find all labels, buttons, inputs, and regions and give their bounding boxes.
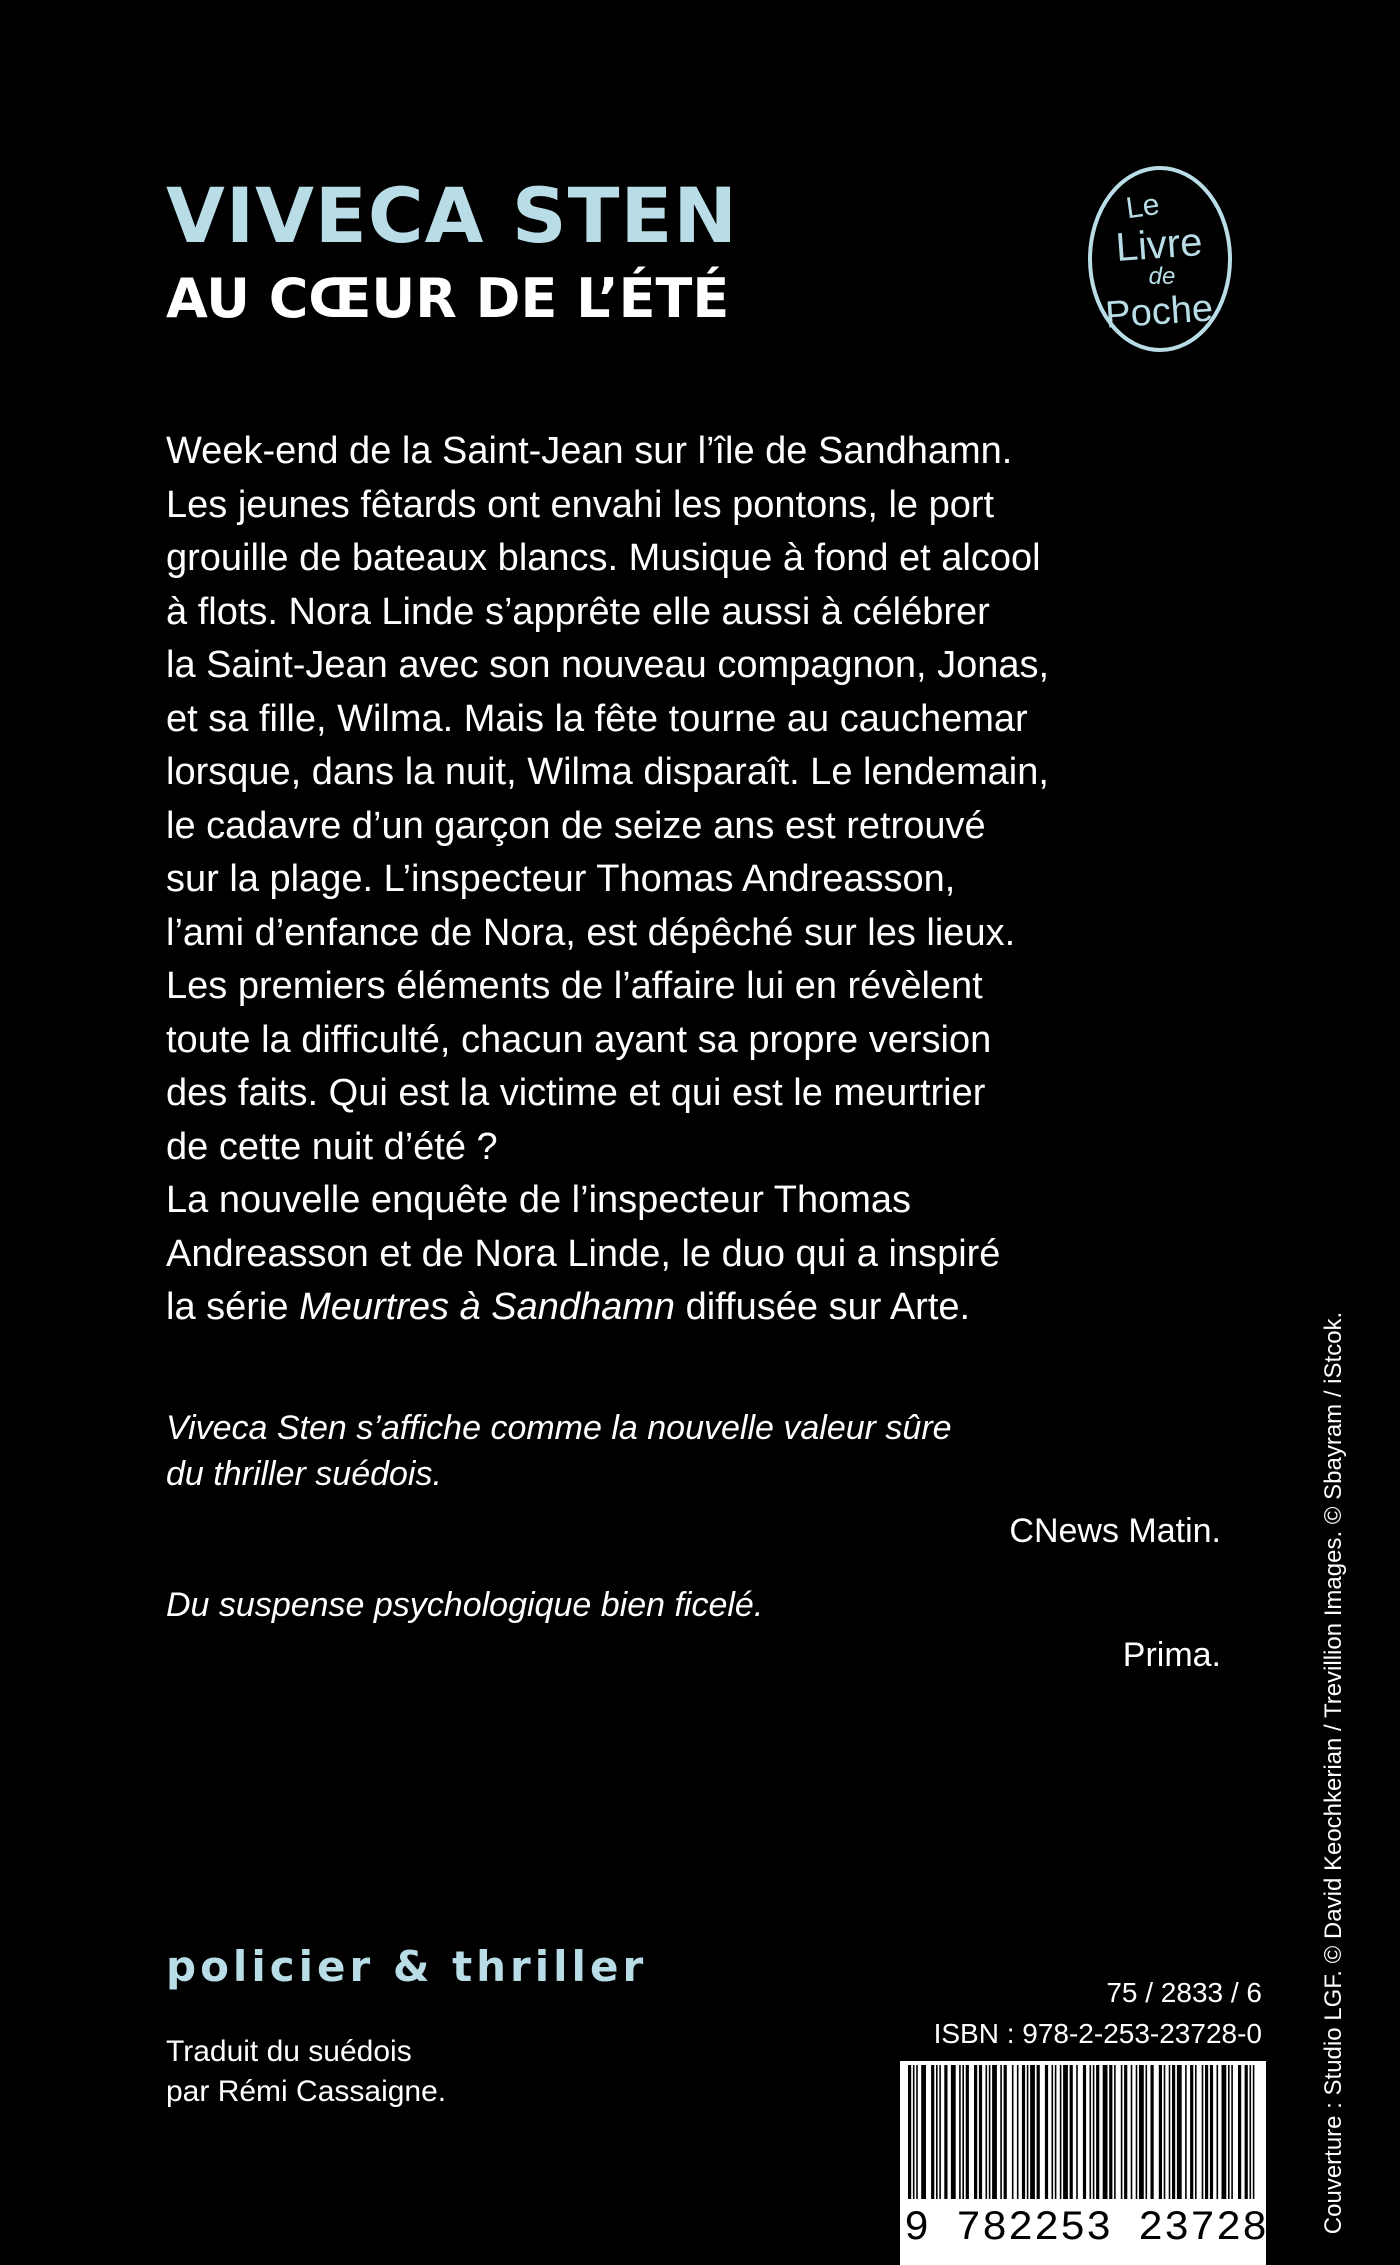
barcode-bar: [1195, 2065, 1197, 2199]
barcode-bar: [1190, 2065, 1193, 2199]
barcode-bar: [1124, 2065, 1127, 2199]
barcode-bar: [1222, 2065, 1227, 2199]
barcode-bar: [908, 2065, 911, 2199]
barcode-bar: [979, 2065, 982, 2199]
barcode-bar: [1055, 2065, 1057, 2199]
barcode-bar: [986, 2065, 988, 2199]
barcode-bar: [959, 2065, 961, 2199]
blurb-line: la Saint-Jean avec son nouveau compagnon, Jonas,: [166, 644, 1050, 686]
isbn-code: ISBN : 978-2-253-23728-0: [933, 2018, 1262, 2049]
barcode-bar: [1012, 2065, 1014, 2199]
blurb-text: diffusée sur Arte.: [675, 1286, 971, 1328]
barcode-bar: [1228, 2065, 1230, 2199]
barcode-bar: [1131, 2065, 1133, 2199]
barcode-bar: [1202, 2065, 1204, 2199]
review-quote-line: du thriller suédois.: [166, 1455, 442, 1493]
svg-text:Livre: Livre: [1114, 220, 1204, 271]
review-quote: [166, 1582, 763, 1628]
barcode-bar: [1250, 2065, 1252, 2199]
barcode-bar: [974, 2065, 977, 2199]
barcode-bar: [1121, 2065, 1123, 2199]
barcode: [900, 2061, 1295, 2265]
back-cover-blurb: [166, 425, 1226, 1335]
blurb-text: la série: [166, 1286, 300, 1328]
barcode-bar: [1139, 2065, 1144, 2199]
translator-line: Traduit du suédois: [166, 2035, 412, 2068]
translator-credit: [166, 2032, 446, 2112]
barcode-bar: [1090, 2065, 1092, 2199]
blurb-line: de cette nuit d’été ?: [166, 1125, 498, 1168]
blurb-last-line: [166, 1281, 1226, 1335]
publisher-logo: [1086, 164, 1234, 354]
barcode-bar: [1164, 2065, 1166, 2199]
barcode-bar: [1096, 2065, 1099, 2199]
barcode-bar: [1083, 2065, 1086, 2199]
review-quote: [166, 1405, 952, 1497]
barcode-bar: [989, 2065, 991, 2199]
barcode-bar: [1045, 2065, 1048, 2199]
barcode-bar: [1205, 2065, 1208, 2199]
barcode-bar: [1217, 2065, 1219, 2199]
blurb-line: Andreasson et de Nora Linde, le duo qui a inspiré: [166, 1232, 1001, 1275]
barcode-bar: [1136, 2065, 1138, 2199]
barcode-bar: [1177, 2065, 1182, 2199]
cover-credit: Couverture : Studio LGF. © David Keochkerian / Trevillion Images. © Sbayram / iStcok.: [1320, 1311, 1347, 2235]
barcode-bar: [1172, 2065, 1175, 2199]
author-name: VIVECA STEN: [166, 171, 738, 260]
barcode-bar: [1030, 2065, 1035, 2199]
barcode-bar: [966, 2065, 969, 2199]
barcode-bar: [944, 2065, 947, 2199]
reference-code: 75 / 2833 / 6: [1106, 1977, 1262, 2008]
review-quote-line: Du suspense psychologique bien ficelé.: [166, 1586, 764, 1624]
blurb-line: La nouvelle enquête de l’inspecteur Thomas: [166, 1179, 912, 1221]
barcode-bar: [1037, 2065, 1040, 2199]
barcode-bar: [1093, 2065, 1095, 2199]
svg-text:Poche: Poche: [1103, 287, 1215, 337]
svg-text:Le: Le: [1123, 187, 1162, 226]
blurb-line: Week-end de la Saint-Jean sur l’île de Sandhamn.: [166, 430, 1013, 472]
barcode-bar: [936, 2065, 938, 2199]
tv-series-title: Meurtres à Sandhamn: [299, 1286, 676, 1328]
barcode-bar: [1052, 2065, 1054, 2199]
collection-category: policier & thriller: [166, 1942, 648, 1991]
barcode-bar: [1114, 2065, 1116, 2199]
blurb-line: sur la plage. L’inspecteur Thomas Andreasson,: [166, 858, 956, 900]
review-source: CNews Matin.: [1009, 1512, 1221, 1550]
review-source: Prima.: [1122, 1636, 1221, 1674]
barcode-bar: [1238, 2065, 1241, 2199]
barcode-bar: [916, 2065, 918, 2199]
translator-line: par Rémi Cassaigne.: [166, 2075, 447, 2108]
barcode-bar: [1017, 2065, 1019, 2199]
blurb-line: grouille de bateaux blancs. Musique à fond et alcool: [166, 537, 1041, 579]
barcode-bar: [1103, 2065, 1108, 2199]
barcode-bar: [1169, 2065, 1171, 2199]
barcode-bar: [913, 2065, 915, 2199]
barcode-bar: [951, 2065, 956, 2199]
blurb-line: à flots. Nora Linde s’apprête elle aussi à célébrer: [166, 590, 990, 633]
barcode-bar: [1231, 2065, 1233, 2199]
barcode-bar: [1146, 2065, 1148, 2199]
barcode-bar: [992, 2065, 997, 2199]
barcode-bar: [1076, 2065, 1078, 2199]
barcode-bar: [1159, 2065, 1162, 2199]
barcode-bar: [1070, 2065, 1073, 2199]
barcode-digits: 9 782253 237280: [904, 2204, 1295, 2252]
barcode-bar: [1004, 2065, 1007, 2199]
barcode-bar: [1000, 2065, 1002, 2199]
review-quote-line: Viveca Sten s’affiche comme la nouvelle valeur sûre: [166, 1409, 952, 1447]
blurb-line: Les jeunes fêtards ont envahi les pontons, le port: [166, 483, 995, 526]
barcode-bar: [1151, 2065, 1154, 2199]
svg-text:de: de: [1148, 263, 1176, 290]
barcode-bar: [1060, 2065, 1062, 2199]
blurb-line: lorsque, dans la nuit, Wilma disparaît. Le lendemain,: [166, 751, 1049, 793]
barcode-bar: [939, 2065, 941, 2199]
blurb-line: des faits. Qui est la victime et qui est le meurtrier: [166, 1072, 986, 1114]
barcode-bar: [1253, 2065, 1255, 2199]
book-title: AU CŒUR DE L’ÉTÉ: [166, 267, 730, 330]
blurb-line: Les premiers éléments de l’affaire lui en révèlent: [166, 965, 983, 1007]
barcode-bar: [1185, 2065, 1187, 2199]
blurb-line: l’ami d’enfance de Nora, est dépêché sur les lieux.: [166, 911, 1016, 954]
barcode-bar: [1063, 2065, 1068, 2199]
barcode-bar: [1245, 2065, 1248, 2199]
barcode-bar: [962, 2065, 964, 2199]
barcode-bar: [1109, 2065, 1112, 2199]
blurb-line: toute la difficulté, chacun ayant sa propre version: [166, 1018, 992, 1061]
barcode-bar: [921, 2065, 926, 2199]
blurb-line: et sa fille, Wilma. Mais la fête tourne au cauchemar: [166, 697, 1028, 740]
barcode-bar: [931, 2065, 934, 2199]
barcode-bar: [1027, 2065, 1029, 2199]
barcode-bar: [1022, 2065, 1025, 2199]
blurb-line: le cadavre d’un garçon de seize ans est retrouvé: [166, 804, 986, 847]
barcode-bar: [1210, 2065, 1213, 2199]
